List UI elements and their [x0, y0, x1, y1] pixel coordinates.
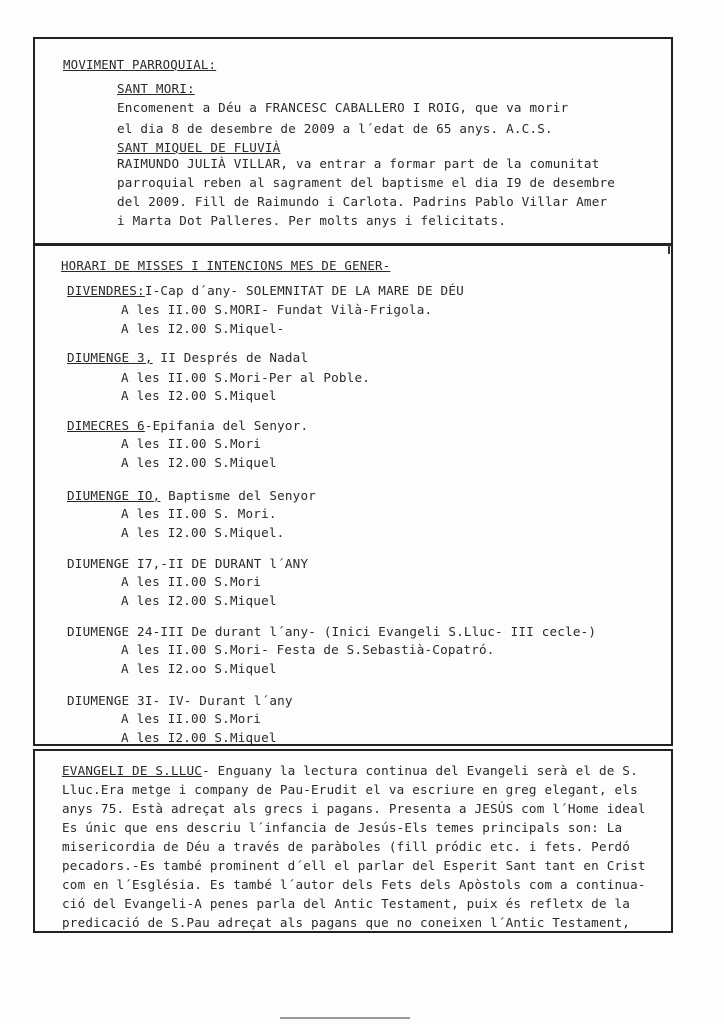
- sant-miquel-line: del 2009. Fill de Raimundo i Carlota. Padrins Pablo Villar Amer: [117, 194, 608, 209]
- gospel-box: [33, 749, 673, 933]
- schedule-feast: I-Cap d´any- SOLEMNITAT DE LA MARE DE DÉU: [144, 283, 464, 298]
- sant-mori-line: Encomenent a Déu a FRANCESC CABALLERO I ROIG, que va morir: [117, 100, 569, 115]
- mass-time: A les I2.00 S.Miquel.: [121, 525, 285, 540]
- gospel-first-line: [62, 763, 638, 778]
- mass-time: A les I2.00 S.Miquel: [121, 593, 277, 608]
- gospel-line: Es únic que ens descriu l´infancia de Jesús-Els temes principals son: La: [62, 820, 623, 835]
- parish-movement-box: [33, 37, 673, 245]
- mass-time: A les II.00 S.Mori-Per al Poble.: [121, 370, 371, 385]
- mass-schedule-title: HORARI DE MISSES I INTENCIONS MES DE GENER-: [61, 258, 391, 273]
- schedule-feast: - IV- Durant l´any: [152, 693, 293, 708]
- schedule-day: DIUMENGE 3I: [67, 693, 153, 708]
- gospel-text: - Enguany la lectura continua del Evangeli serà el de S.: [202, 763, 638, 778]
- gospel-line: com en l´Església. Es també l´autor dels Fets dels Apòstols com a continua-: [62, 877, 646, 892]
- schedule-feast: -III De durant l´any- (Inici Evangeli S.Lluc- III cecle-): [152, 624, 597, 639]
- mass-time: A les I2.00 S.Miquel: [121, 730, 277, 745]
- schedule-day: DIMECRES 6: [67, 418, 145, 433]
- schedule-feast: -Epifania del Senyor.: [144, 418, 309, 433]
- mass-time: A les I2.00 S.Miquel-: [121, 321, 285, 336]
- mass-time: A les II.00 S.Mori- Festa de S.Sebastià-Copatró.: [121, 642, 495, 657]
- mass-schedule-box: [33, 244, 673, 746]
- mass-time: A les II.00 S.MORI- Fundat Vilà-Frigola.: [121, 302, 433, 317]
- mass-time: A les II.00 S.Mori: [121, 711, 262, 726]
- schedule-entry-heading: [67, 624, 596, 639]
- schedule-entry-heading: [67, 693, 293, 708]
- mass-time: A les I2.00 S.Miquel: [121, 455, 277, 470]
- schedule-entry-heading: [67, 283, 464, 298]
- schedule-feast: Baptisme del Senyor: [160, 488, 317, 503]
- schedule-feast: -II DE DURANT l´ANY: [160, 556, 309, 571]
- gospel-line: anys 75. Està adreçat als grecs i pagans. Presenta a JESÚS com l´Home ideal: [62, 801, 646, 816]
- mass-time: A les I2.00 S.Miquel: [121, 388, 277, 403]
- schedule-day: DIUMENGE 24: [67, 624, 153, 639]
- gospel-heading: EVANGELI DE S.LLUC: [62, 763, 203, 778]
- gospel-line: Lluc.Era metge i company de Pau-Erudit el va escriure en greg elegant, els: [62, 782, 638, 797]
- sant-miquel-line: RAIMUNDO JULIÀ VILLAR, va entrar a formar part de la comunitat: [117, 156, 600, 171]
- schedule-entry-heading: [67, 488, 316, 503]
- mass-time: A les II.00 S.Mori: [121, 574, 262, 589]
- parish-movement-title: MOVIMENT PARROQUIAL:: [63, 57, 217, 72]
- schedule-day: DIUMENGE I7,: [67, 556, 161, 571]
- sant-miquel-line: i Marta Dot Palleres. Per molts anys i felicitats.: [117, 213, 507, 228]
- sant-mori-line: el dia 8 de desembre de 2009 a l´edat de 65 anys. A.C.S.: [117, 121, 553, 136]
- mass-time: A les II.00 S. Mori.: [121, 506, 277, 521]
- mass-time: A les II.00 S.Mori: [121, 436, 262, 451]
- gospel-line: ció del Evangeli-A penes parla del Antic Testament, puix és refletx de la: [62, 896, 631, 911]
- scan-bottom-mark: [280, 1017, 410, 1019]
- sant-miquel-line: parroquial reben al sagrament del baptisme el dia I9 de desembre: [117, 175, 616, 190]
- gospel-line: pecadors.-Es també prominent d´ell el parlar del Esperit Sant tant en Crist: [62, 858, 646, 873]
- schedule-feast: II Després de Nadal: [152, 350, 309, 365]
- schedule-entry-heading: [67, 556, 308, 571]
- gospel-line: predicació de S.Pau adreçat als pagans que no coneixen l´Antic Testament,: [62, 915, 631, 930]
- scan-tick-mark: [668, 244, 670, 254]
- mass-time: A les I2.oo S.Miquel: [121, 661, 277, 676]
- sant-mori-heading: SANT MORI:: [117, 81, 195, 96]
- schedule-day: DIUMENGE 3,: [67, 350, 153, 365]
- sant-miquel-heading: SANT MIQUEL DE FLUVIÀ: [117, 140, 281, 155]
- schedule-day: DIVENDRES:: [67, 283, 145, 298]
- schedule-day: DIUMENGE IO,: [67, 488, 161, 503]
- schedule-entry-heading: [67, 350, 308, 365]
- gospel-line: misericordia de Déu a través de paràboles (fill pródic etc. i fets. Perdó: [62, 839, 631, 854]
- schedule-entry-heading: [67, 418, 308, 433]
